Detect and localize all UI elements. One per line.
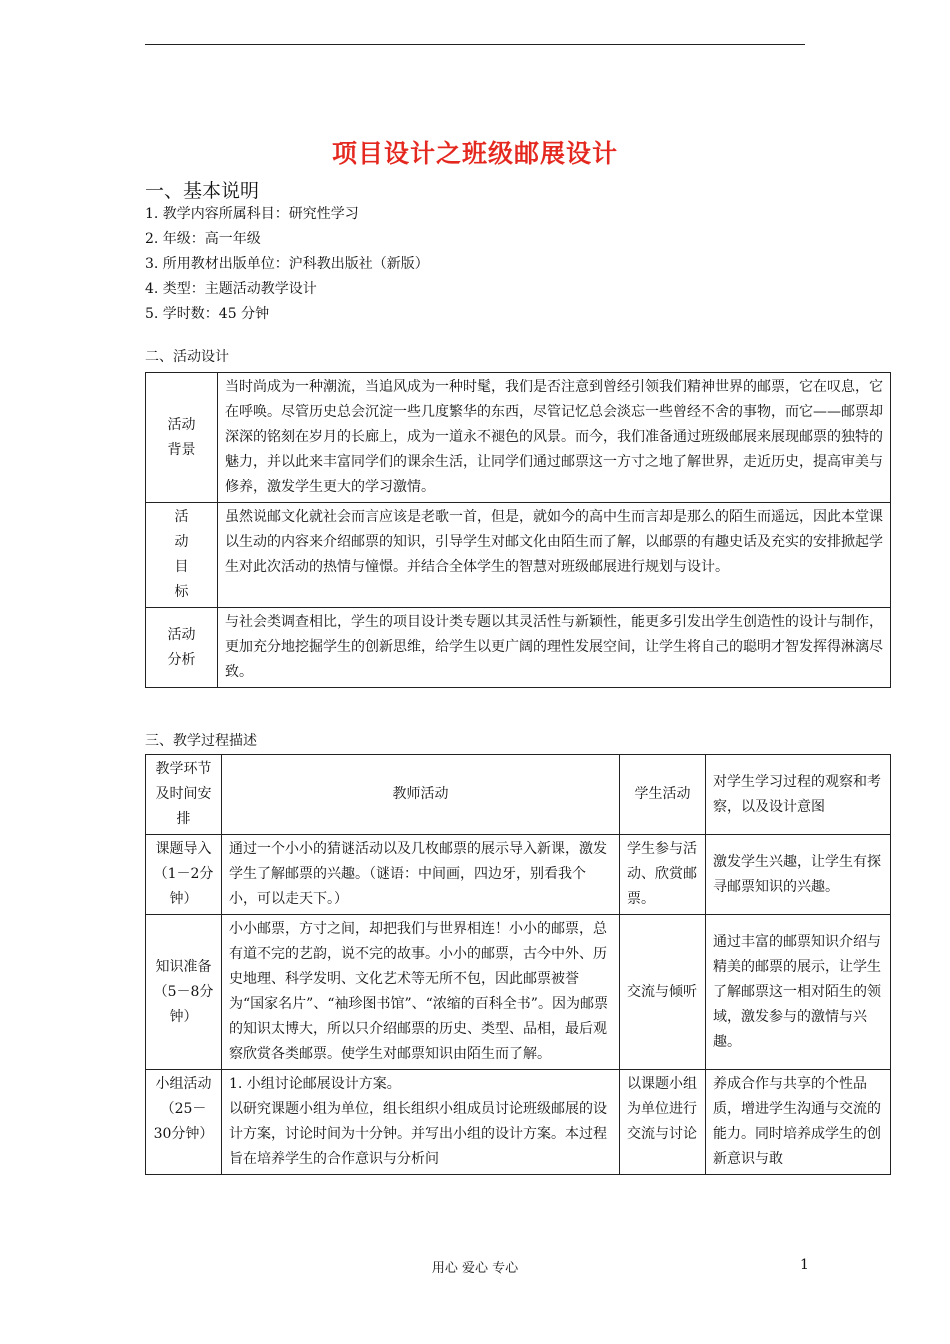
row-text-analysis: 与社会类调查相比，学生的项目设计类专题以其灵活性与新颖性，能更多引发出学生创造性的设计与制作，更加充分地挖掘学生的创新思维，给学生以更广阔的理性发展空间，让学生将自己的聪明才智发挥得淋漓尽致。 bbox=[218, 608, 891, 688]
section2-heading: 二、活动设计 bbox=[145, 349, 229, 365]
row-label-line: 分析 bbox=[167, 651, 196, 668]
student-activity-cell: 交流与倾听 bbox=[620, 915, 706, 1070]
row-label-line: 目 bbox=[174, 559, 189, 575]
teacher-activity-title: 1. 小组讨论邮展设计方案。 bbox=[229, 1076, 401, 1092]
design-intent-cell: 通过丰富的邮票知识介绍与精美的邮票的展示，让学生了解邮票这一相对陌生的领域，激发参与的激情与兴趣。 bbox=[706, 915, 891, 1070]
row-label-line: 活动 bbox=[167, 626, 196, 643]
activity-design-table bbox=[145, 372, 891, 688]
page-footer: 用心 爱心 专心 bbox=[431, 1261, 519, 1276]
student-activity-cell: 学生参与活动、欣赏邮票。 bbox=[620, 835, 706, 915]
row-label-analysis bbox=[146, 608, 218, 688]
table-row bbox=[146, 503, 891, 608]
row-label-line: 活 bbox=[174, 509, 189, 525]
section3-heading: 三、教学过程描述 bbox=[145, 733, 257, 749]
teacher-activity-cell: 通过一个小小的猜谜活动以及几枚邮票的展示导入新课，激发学生了解邮票的兴趣。（谜语：中间画，四边牙，别看我个小，可以走天下。） bbox=[222, 835, 620, 915]
stage-cell: 课题导入（1－2分钟） bbox=[146, 835, 222, 915]
table-row bbox=[146, 915, 891, 1070]
header-rule bbox=[145, 44, 805, 45]
row-label-line: 活动 bbox=[167, 416, 196, 433]
page-number: 1 bbox=[800, 1257, 809, 1273]
table-row bbox=[146, 1070, 891, 1175]
info-item: 5. 学时数：45 分钟 bbox=[145, 306, 270, 322]
column-header: 对学生学习过程的观察和考察，以及设计意图 bbox=[706, 755, 891, 835]
basic-info-list bbox=[145, 202, 429, 327]
teacher-activity-cell: 小小邮票，方寸之间，却把我们与世界相连！小小的邮票，总有道不完的艺韵，说不完的故事。小小的邮票，古今中外、历史地理、科学发明、文化艺术等无所不包，因此邮票被誉为“国家名片”、“袖珍图书馆”、“浓缩的百科全书”。因为邮票的知识太博大，所以只介绍邮票的历史、类型、品相，最后观察欣赏各类邮票。使学生对邮票知识由陌生而了解。 bbox=[222, 915, 620, 1070]
teaching-process-table bbox=[145, 754, 891, 1175]
teacher-activity-cell bbox=[222, 1070, 620, 1175]
row-label-line: 动 bbox=[174, 534, 189, 550]
row-label-line: 标 bbox=[174, 584, 189, 600]
table-row bbox=[146, 373, 891, 503]
row-label-background bbox=[146, 373, 218, 503]
document-title: 项目设计之班级邮展设计 bbox=[331, 139, 618, 168]
info-item: 4. 类型：主题活动教学设计 bbox=[145, 281, 317, 297]
column-header: 学生活动 bbox=[620, 755, 706, 835]
stage-cell: 小组活动（25－30分钟） bbox=[146, 1070, 222, 1175]
column-header: 教学环节及时间安排 bbox=[146, 755, 222, 835]
design-intent-cell: 激发学生兴趣，让学生有探寻邮票知识的兴趣。 bbox=[706, 835, 891, 915]
table-row bbox=[146, 608, 891, 688]
row-label-line: 背景 bbox=[167, 441, 196, 458]
row-label-goal bbox=[146, 503, 218, 608]
table-row bbox=[146, 835, 891, 915]
row-text-goal: 虽然说邮文化就社会而言应该是老歌一首，但是，就如今的高中生而言却是那么的陌生而遥远，因此本堂课以生动的内容来介绍邮票的知识，引导学生对邮文化由陌生而了解，以邮票的有趣史话及充实的安排掀起学生对此次活动的热情与憧憬。并结合全体学生的智慧对班级邮展进行规划与设计。 bbox=[218, 503, 891, 608]
info-item: 2. 年级：高一年级 bbox=[145, 231, 261, 247]
info-item: 1. 教学内容所属科目：研究性学习 bbox=[145, 206, 359, 222]
section1-heading: 一、基本说明 bbox=[145, 180, 260, 202]
stage-cell: 知识准备（5－8分钟） bbox=[146, 915, 222, 1070]
column-header: 教师活动 bbox=[222, 755, 620, 835]
table-header-row bbox=[146, 755, 891, 835]
student-activity-cell: 以课题小组为单位进行交流与讨论 bbox=[620, 1070, 706, 1175]
info-item: 3. 所用教材出版单位：沪科教出版社（新版） bbox=[145, 256, 429, 272]
row-text-background: 当时尚成为一种潮流，当追风成为一种时髦，我们是否注意到曾经引领我们精神世界的邮票，它在叹息，它在呼唤。尽管历史总会沉淀一些几度繁华的东西，尽管记忆总会淡忘一些曾经不舍的事物，而它——邮票却深深的铭刻在岁月的长廊上，成为一道永不褪色的风景。而今，我们准备通过班级邮展来展现邮票的独特的魅力，并以此来丰富同学们的课余生活，让同学们通过邮票这一方寸之地了解世界，走近历史，提高审美与修养，激发学生更大的学习激情。 bbox=[218, 373, 891, 503]
design-intent-cell: 养成合作与共享的个性品质，增进学生沟通与交流的能力。同时培养成学生的创新意识与敢 bbox=[706, 1070, 891, 1175]
teacher-activity-text: 以研究课题小组为单位，组长组织小组成员讨论班级邮展的设计方案，讨论时间为十分钟。并写出小组的设计方案。本过程旨在培养学生的合作意识与分析问 bbox=[229, 1101, 607, 1167]
